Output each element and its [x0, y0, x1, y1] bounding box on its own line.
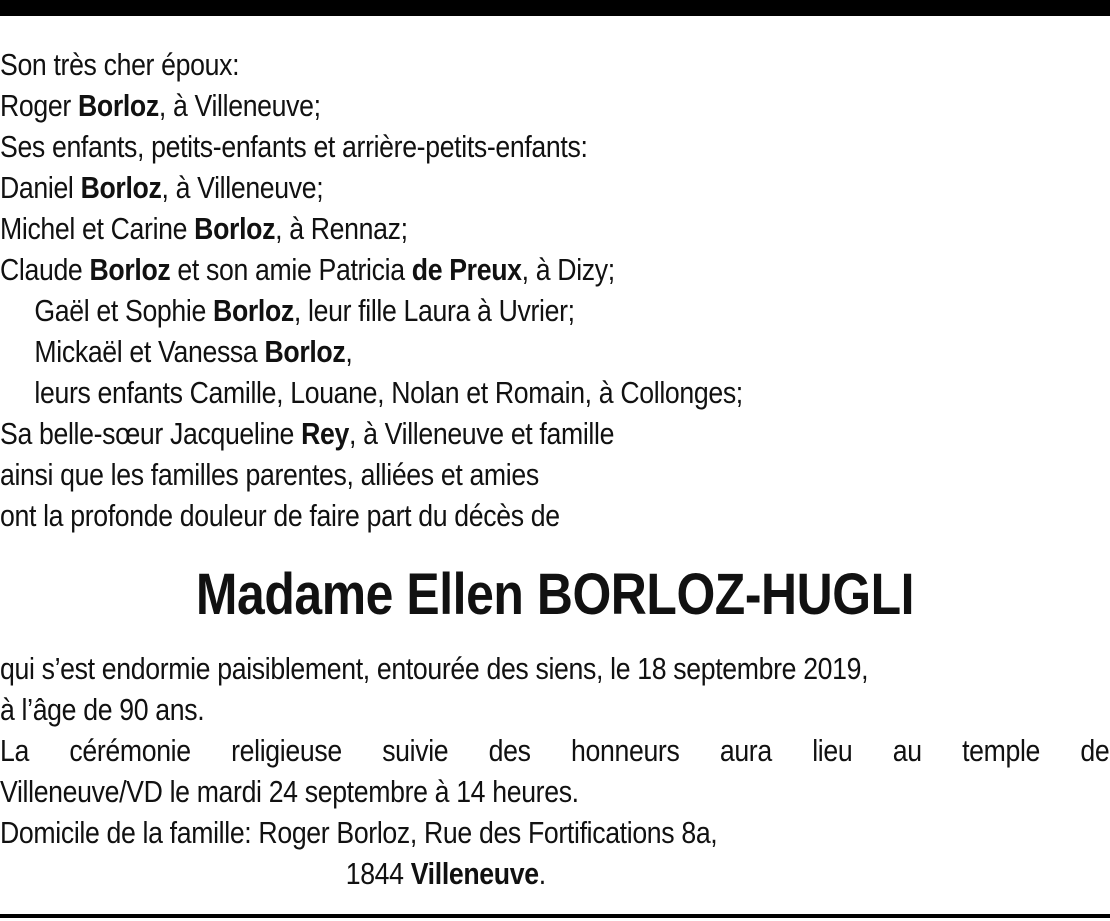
- text-line: Roger Borloz, à Villeneuve;: [0, 88, 321, 123]
- bottom-rule: [0, 914, 1110, 918]
- deceased-name: Madame Ellen BORLOZ-HUGLI: [195, 562, 915, 627]
- text-line: Mickaël et Vanessa Borloz,: [34, 334, 353, 369]
- text-line: Claude Borloz et son amie Patricia de Preux, à Dizy;: [0, 252, 615, 287]
- text-line: leurs enfants Camille, Louane, Nolan et Romain, à Collonges;: [34, 375, 743, 410]
- surname: Borloz: [77, 88, 159, 123]
- text-line: Daniel Borloz, à Villeneuve;: [0, 170, 324, 205]
- text-line: Ses enfants, petits-enfants et arrière-petits-enfants:: [0, 129, 588, 164]
- surname: de Preux: [411, 252, 522, 287]
- top-rule: [0, 0, 1110, 16]
- text-line: Gaël et Sophie Borloz, leur fille Laura à Uvrier;: [34, 293, 575, 328]
- details-block: [0, 648, 1110, 894]
- surname: Borloz: [213, 293, 294, 328]
- surname: Borloz: [194, 211, 276, 246]
- text-line: ainsi que les familles parentes, alliées et amies: [0, 457, 539, 492]
- family-list: [0, 44, 1110, 536]
- surname: Borloz: [264, 334, 346, 369]
- text-line: qui s’est endormie paisiblement, entourée des siens, le 18 septembre 2019,: [0, 651, 869, 686]
- surname: Borloz: [80, 170, 162, 205]
- text-line: Son très cher époux:: [0, 47, 240, 82]
- text-line: à l’âge de 90 ans.: [0, 692, 205, 727]
- text-line: ont la profonde douleur de faire part du décès de: [0, 498, 560, 533]
- surname: Rey: [301, 416, 349, 451]
- text-line: Sa belle-sœur Jacqueline Rey, à Villeneuve et famille: [0, 416, 615, 451]
- text-line: La cérémonie religieuse suivie des honneurs aura lieu au temple de: [0, 733, 1110, 768]
- town: Villeneuve: [410, 856, 539, 891]
- text-line: 1844 Villeneuve.: [345, 856, 546, 891]
- text-line: Domicile de la famille: Roger Borloz, Rue des Fortifications 8a,: [0, 815, 718, 850]
- text-line: Michel et Carine Borloz, à Rennaz;: [0, 211, 408, 246]
- text-line: Villeneuve/VD le mardi 24 septembre à 14 heures.: [0, 774, 579, 809]
- surname: Borloz: [89, 252, 171, 287]
